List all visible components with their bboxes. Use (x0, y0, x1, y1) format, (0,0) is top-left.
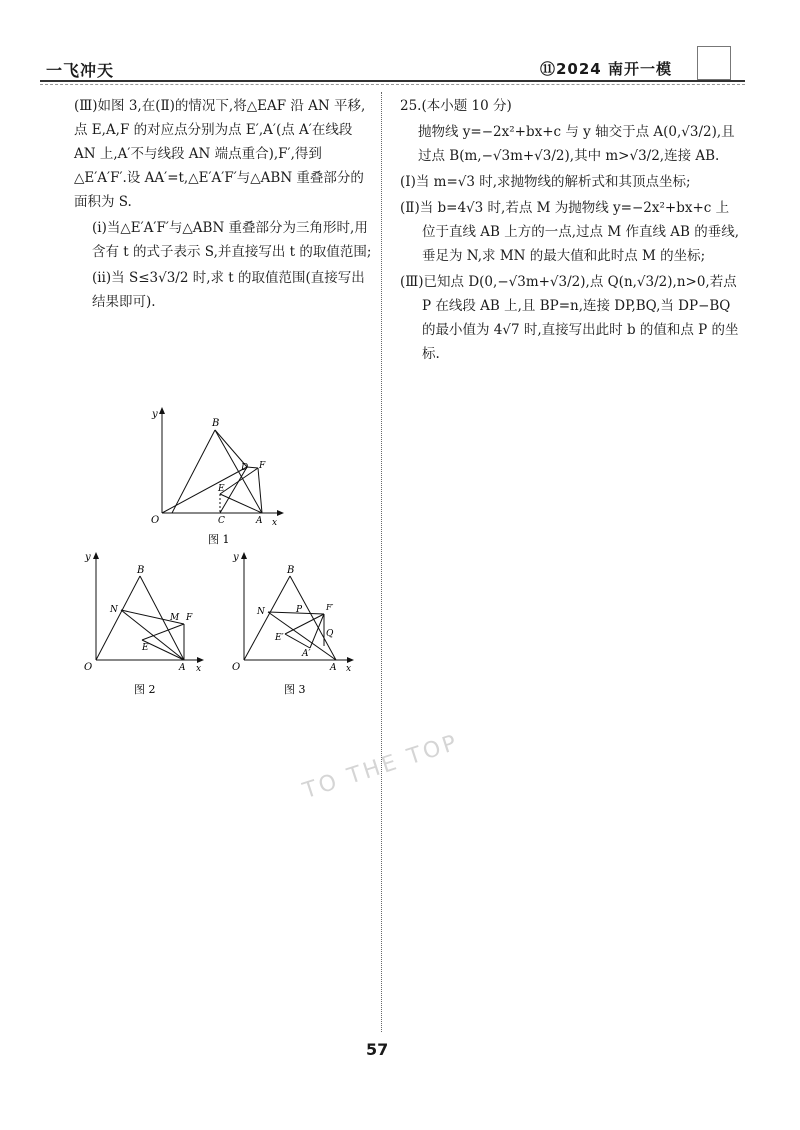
fig3-label: O (232, 662, 241, 673)
figure-1-caption: 图 1 (208, 533, 230, 545)
fig1-label: C (218, 516, 225, 526)
fig1-label: O (151, 515, 160, 526)
fig2-label: N (110, 605, 118, 615)
part3-intro: (Ⅲ)如图 3,在(Ⅱ)的情况下,将△EAF 沿 AN 平移,点 E,A,F 的对应点分别为点 E′,A′(点 A′在线段 AN 上,A′不与线段 AN 端点重合),F′,得到△E′A′F′.设 AA′=t,△E′A′F′与△ABN 重叠部分的面积为 S. (74, 98, 366, 210)
figure-1 (150, 405, 290, 545)
header-rule-dashed (40, 84, 745, 85)
sub-question-ii: (ⅱ)当 S≤3√3/2 时,求 t 的取值范围(直接写出结果即可). (92, 270, 365, 310)
watermark-text: TO THE TOP (299, 730, 463, 805)
fig2-label: B (137, 565, 145, 576)
figure-3 (230, 548, 360, 698)
fig1-label: A (256, 516, 263, 526)
brand-logo: 一飞冲天 (46, 61, 115, 80)
sub-question-i: (ⅰ)当△E′A′F′与△ABN 重叠部分为三角形时,用含有 t 的式子表示 S,并直接写出 t 的取值范围; (92, 220, 372, 260)
fig2-label: A (179, 663, 186, 673)
fig2-label: x (196, 664, 202, 674)
fig3-label: P (296, 605, 303, 615)
header-rule (40, 80, 745, 82)
part-3: (Ⅲ)已知点 D(0,−√3m+√3/2),点 Q(n,√3/2),n>0,若点 P 在线段 AB 上,且 BP=n,连接 DP,BQ,当 DP−BQ 的最小值为 4√7 时,直接写出此时 b 的值和点 P 的坐标. (400, 274, 739, 362)
header-decorative-box (697, 46, 731, 80)
fig1-label: D (241, 463, 249, 473)
part-2: (Ⅱ)当 b=4√3 时,若点 M 为抛物线 y=−2x²+bx+c 上位于直线 AB 上方的一点,过点 M 作直线 AB 的垂线,垂足为 N,求 MN 的最大值和此时点 M 的坐标; (400, 200, 739, 264)
page-number: 57 (366, 1040, 389, 1059)
figure-3-caption: 图 3 (284, 683, 306, 696)
figure-2 (82, 548, 207, 698)
fig3-label: F′ (326, 603, 334, 612)
fig1-label: E (218, 484, 225, 494)
fig1-label: F (259, 461, 266, 471)
part-1: (Ⅰ)当 m=√3 时,求抛物线的解析式和其顶点坐标; (400, 174, 691, 190)
left-column (74, 94, 374, 316)
fig3-label: B (287, 565, 295, 576)
exam-title: ⑪2024 南开一模 (540, 60, 672, 78)
fig2-label: O (84, 662, 93, 673)
figure-2-caption: 图 2 (134, 683, 156, 696)
fig3-label: Q (326, 629, 334, 639)
fig3-label: x (346, 664, 352, 674)
problem-body: 抛物线 y=−2x²+bx+c 与 y 轴交于点 A(0,√3/2),且过点 B(m,−√3m+√3/2),其中 m>√3/2,连接 AB. (418, 124, 735, 164)
fig2-label: M (170, 613, 180, 623)
fig1-label: B (212, 418, 220, 429)
problem-header: 25.(本小题 10 分) (400, 98, 512, 114)
fig2-label: y (85, 552, 91, 563)
fig1-label: x (272, 518, 278, 528)
fig3-label: A (330, 663, 337, 673)
column-divider (381, 92, 382, 1032)
fig2-label: F (186, 613, 193, 623)
right-column (400, 94, 740, 368)
fig3-label: E′ (275, 633, 284, 643)
fig1-label: y (152, 409, 158, 420)
fig3-label: y (233, 552, 239, 563)
fig2-label: E (142, 643, 149, 653)
fig3-label: A′ (302, 649, 311, 659)
fig3-label: N (257, 607, 265, 617)
